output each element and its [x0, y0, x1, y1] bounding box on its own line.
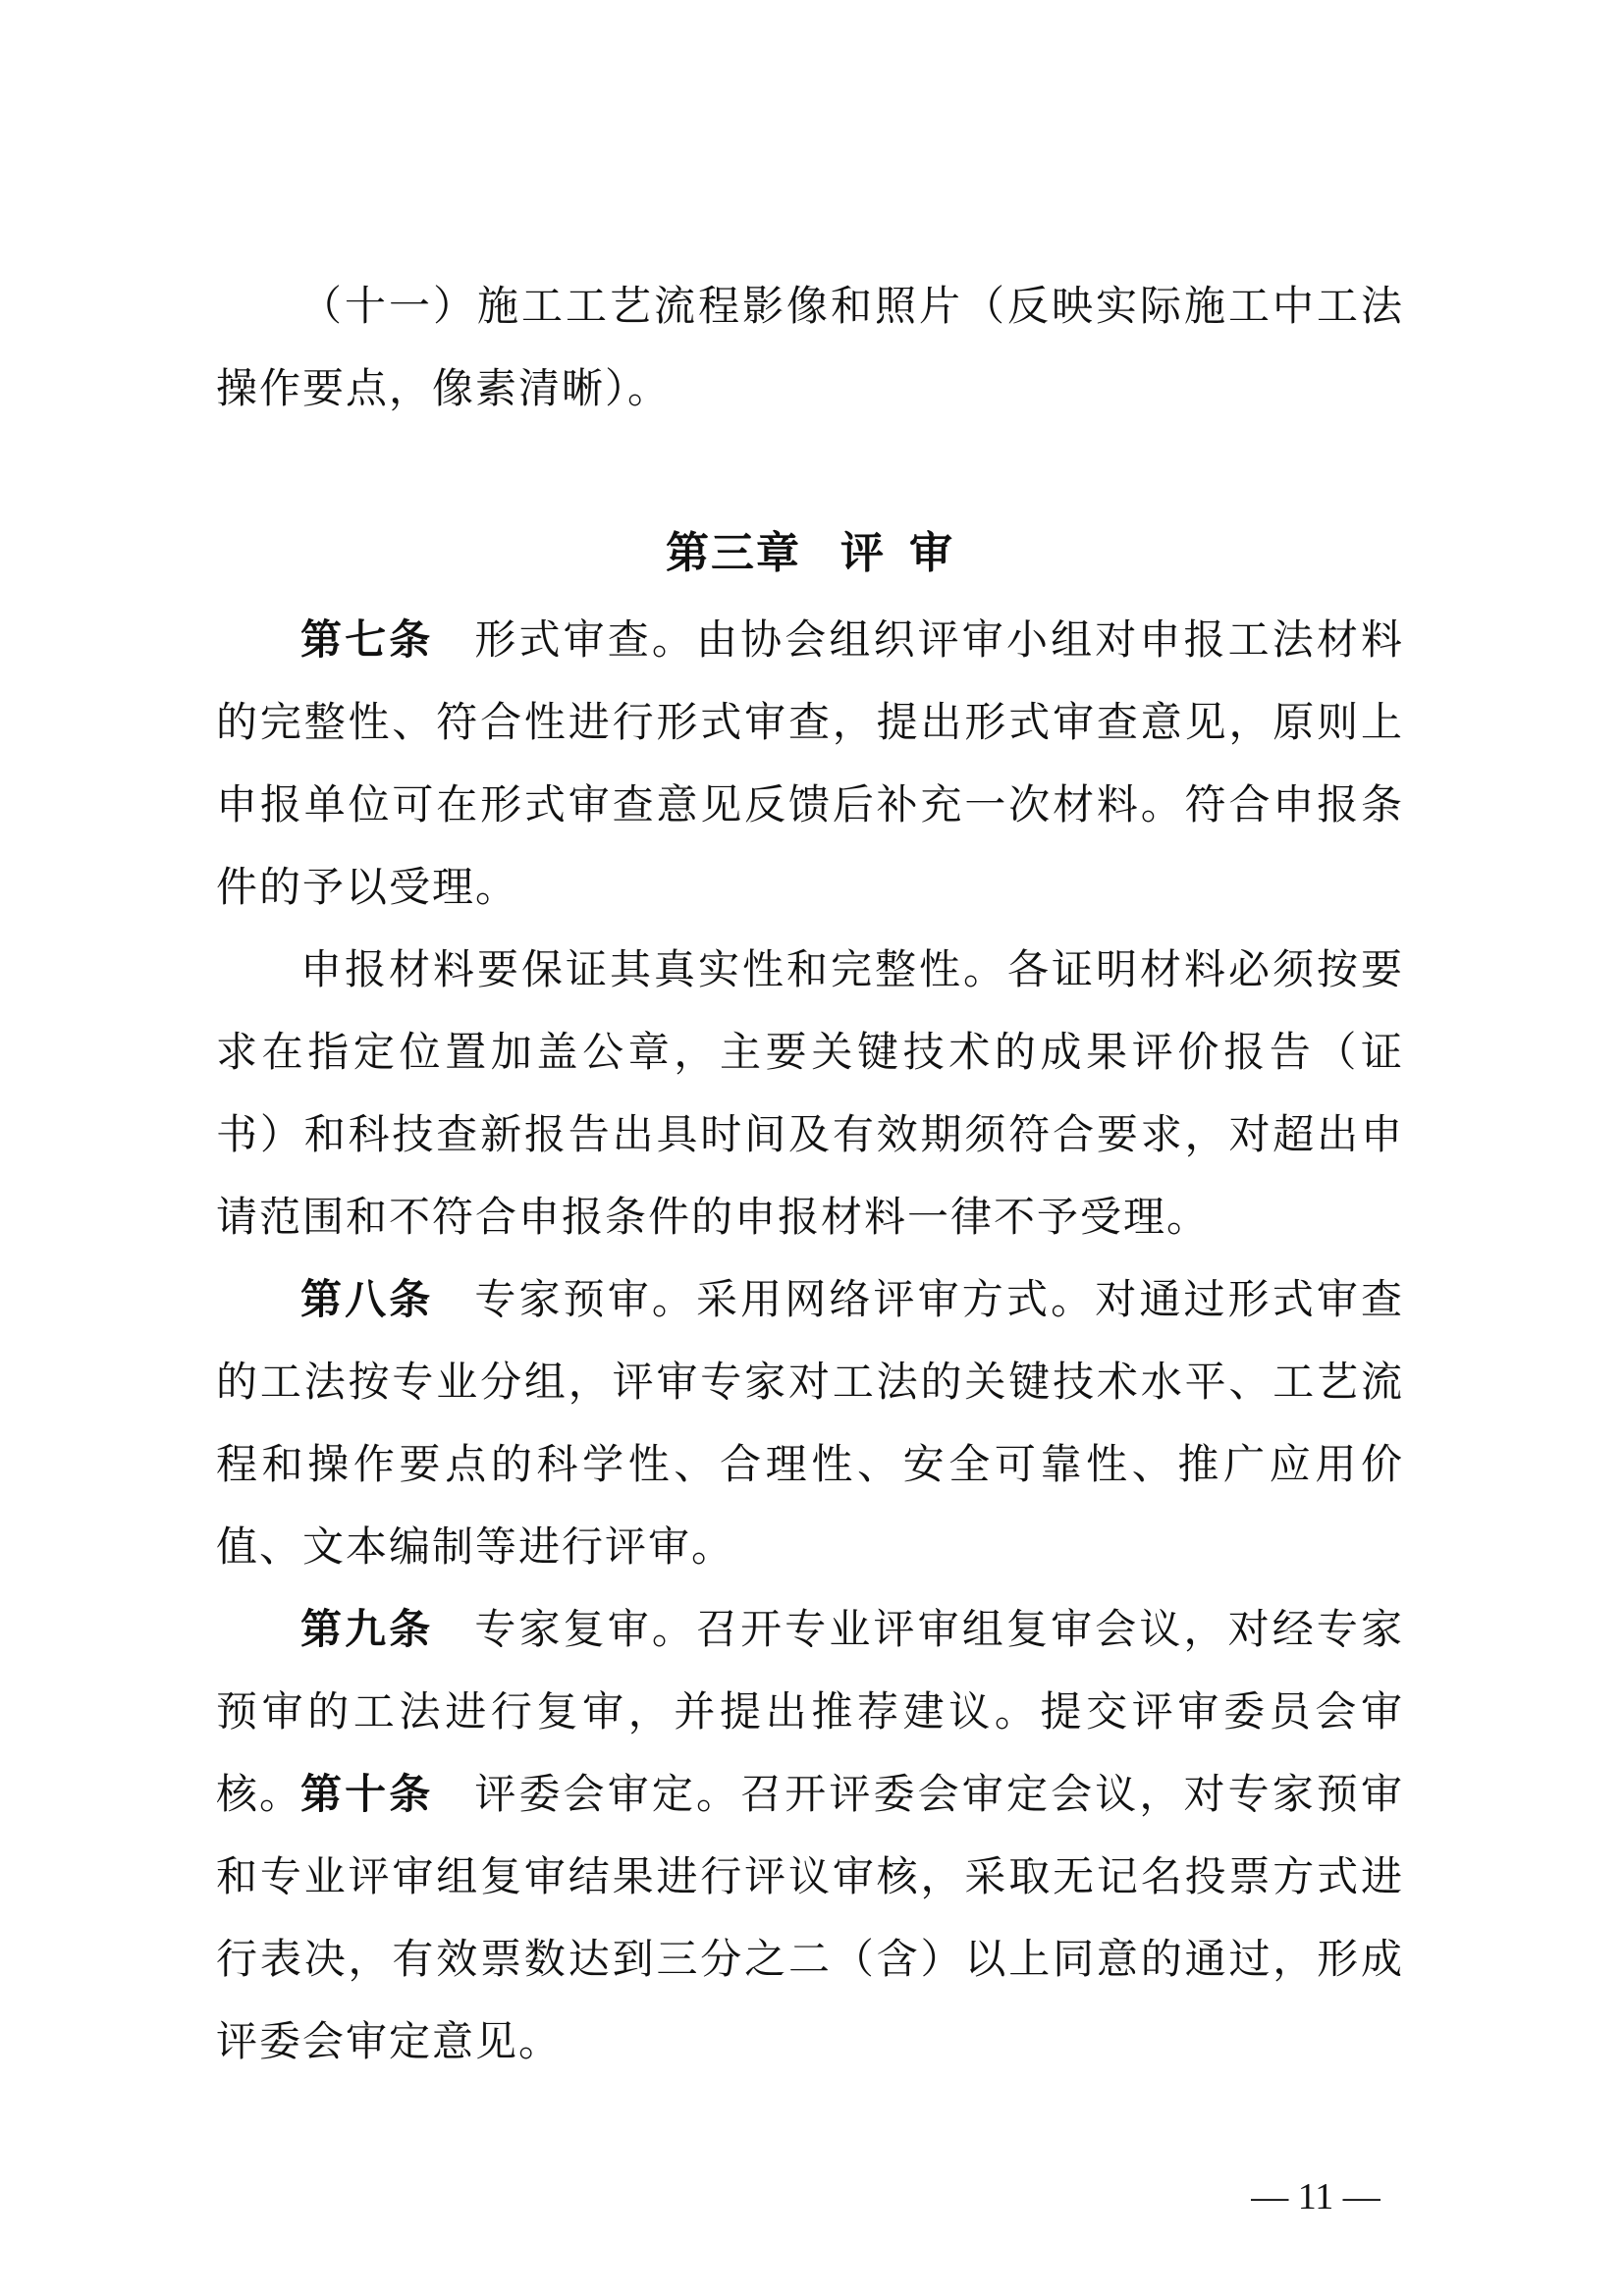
chapter-heading [216, 512, 1404, 595]
paragraph-text: 申报材料要保证其真实性和完整性。各证明材料必须按要求在指定位置加盖公章，主要关键技术的成果评价报告（证书）和科技查新报告出具时间及有效期须符合要求，对超出申请范围和不符合申报条件的申报材料一律不予受理。 [216, 945, 1404, 1241]
article-text: 评委会审定。召开评委会审定会议，对专家预审和专业评审组复审结果进行评议审核，采取无记名投票方式进行表决，有效票数达到三分之二（含）以上同意的通过，形成评委会审定意见。 [216, 1770, 1404, 2065]
article-label: 第九条 [300, 1605, 434, 1653]
article-8 [216, 1258, 1404, 1588]
chapter-title-part: 评 [840, 528, 886, 578]
paragraph-item-11 [216, 265, 1404, 430]
article-text: 专家复审。召开专业评审组复审会议，对经专家预审的工法进行复审，并提出推荐建议。提交评审委员会审核。 [216, 1605, 1404, 1818]
article-7 [216, 599, 1404, 929]
paragraph-materials [216, 929, 1404, 1258]
paragraph-text: （十一）施工工艺流程影像和照片（反映实际施工中工法操作要点，像素清晰）。 [216, 282, 1404, 412]
chapter-number: 第三章 [666, 528, 801, 578]
article-label: 第七条 [300, 615, 434, 664]
chapter-title-part: 审 [909, 528, 954, 578]
article-label: 第十条 [300, 1770, 434, 1818]
article-text: 专家预审。采用网络评审方式。对通过形式审查的工法按专业分组，评审专家对工法的关键技术水平、工艺流程和操作要点的科学性、合理性、安全可靠性、推广应用价值、文本编制等进行评审。 [216, 1275, 1404, 1571]
article-label: 第八条 [300, 1275, 434, 1323]
article-10 [216, 1753, 1404, 2083]
page-number: — 11 — [1251, 2176, 1380, 2217]
article-text: 形式审查。由协会组织评审小组对申报工法材料的完整性、符合性进行形式审查，提出形式审查意见，原则上申报单位可在形式审查意见反馈后补充一次材料。符合申报条件的予以受理。 [216, 615, 1404, 911]
